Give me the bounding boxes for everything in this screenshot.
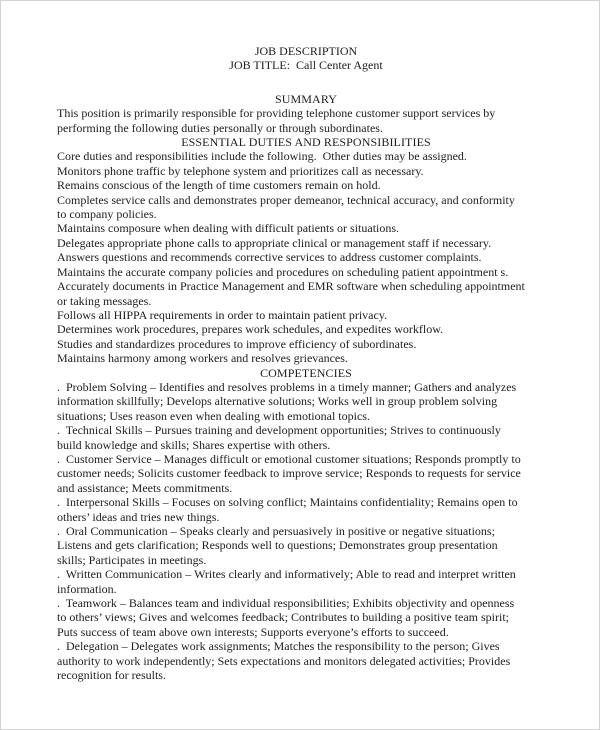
section-body-essential-duties: Core duties and responsibilities include the following. Other duties may be assigned. Monitors phone traffic by telephone system and prioritizes call as necessary. Remains conscious of the length of time customers remain on hold. Completes service calls and demonstrates proper demeanor, technical accuracy, and conformity to company policies. Maintains composure when dealing with difficult patients or situations. Delegates appropriate phone calls to appropriate clinical or management staff if necessary. Answers questions and recommends corrective services to address customer complaints. Maintains the accurate company policies and procedures on scheduling patient appointment s. Accurately documents in Practice Management and EMR software when scheduling appointment or taking messages. Follows all HIPPA requirements in order to maintain patient privacy. Determines work procedures, prepares work schedules, and expedites workflow. Studies and standardizes procedures to improve efficiency of subordinates. Maintains harmony among workers and resolves grievances. bbox=[57, 149, 525, 366]
section-competencies bbox=[57, 366, 555, 683]
blank-line bbox=[57, 73, 555, 92]
document-title: JOB DESCRIPTION bbox=[254, 44, 358, 58]
section-body-competencies: . Problem Solving – Identifies and resolves problems in a timely manner; Gathers and analyzes information skillfully; Develops alternative solutions; Works well in group problem solving situations; Uses reason even when dealing with emotional topics. . Technical Skills – Pursues training and development opportunities; Strives to continuously build knowledge and skills; Shares expertise with others. . Customer Service – Manages difficult or emotional customer situations; Responds promptly to customer needs; Solicits customer feedback to improve service; Responds to requests for service and assistance; Meets commitments. . Interpersonal Skills – Focuses on solving conflict; Maintains confidentiality; Remains open to others’ ideas and tries new things. . Oral Communication – Speaks clearly and persuasively in positive or negative situations; Listens and gets clarification; Responds well to questions; Demonstrates group presentation skills; Participates in meetings. . Written Communication – Writes clearly and informatively; Able to read and interpret written information. . Teamwork – Balances team and individual responsibilities; Exhibits objectivity and openness to others’ views; Gives and welcomes feedback; Contributes to building a positive team spirit; Puts success of team above own interests; Supports everyone’s efforts to succeed. . Delegation – Delegates work assignments; Matches the responsibility to the person; Gives authority to work independently; Sets expectations and monitors delegated activities; Provides recognition for results. bbox=[57, 379, 521, 683]
section-heading-summary: SUMMARY bbox=[274, 91, 338, 106]
section-summary bbox=[57, 92, 555, 135]
job-title-line: JOB TITLE: Call Center Agent bbox=[229, 58, 383, 73]
section-body-summary: This position is primarily responsible for providing telephone customer support services by performing the following duties personally or through subordinates. bbox=[57, 106, 496, 135]
document-header bbox=[57, 44, 555, 73]
section-heading-competencies: COMPETENCIES bbox=[260, 365, 352, 380]
section-heading-essential-duties: ESSENTIAL DUTIES AND RESPONSIBILITIES bbox=[181, 135, 431, 150]
section-essential-duties bbox=[57, 135, 555, 366]
